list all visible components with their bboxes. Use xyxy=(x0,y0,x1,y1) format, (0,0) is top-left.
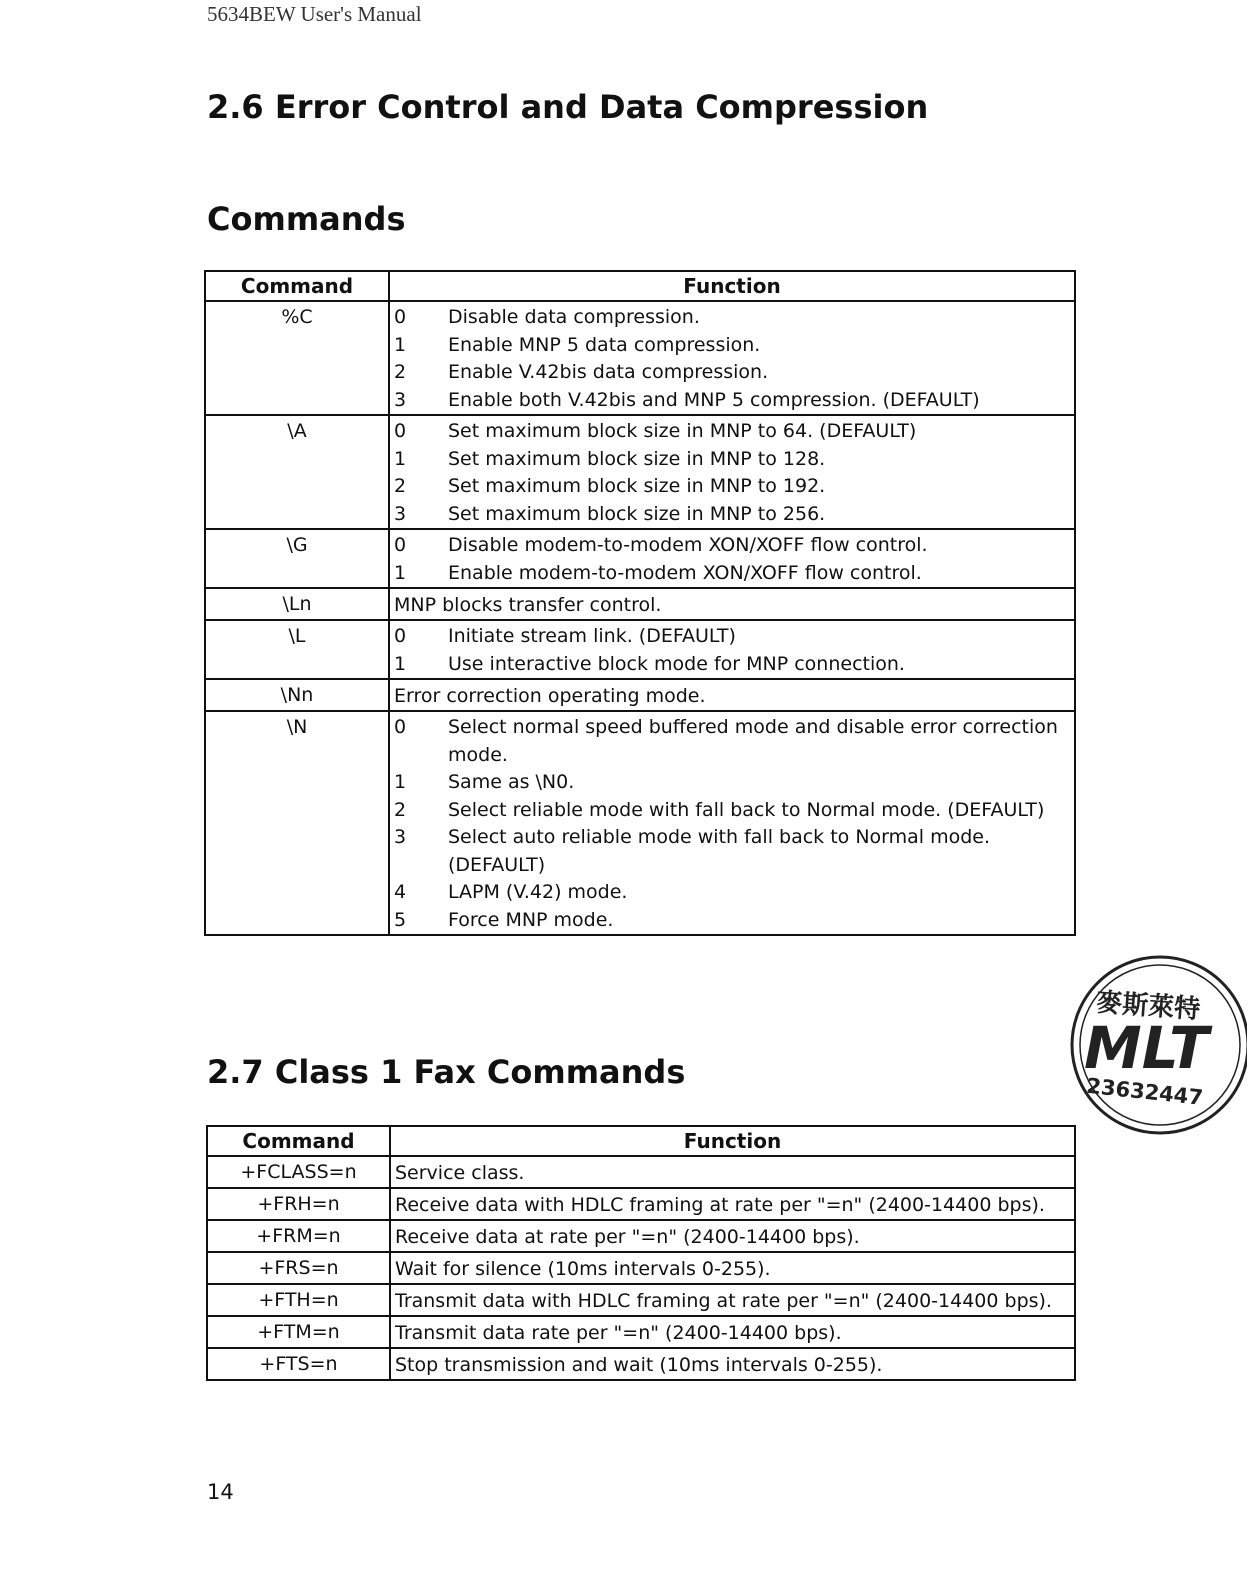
option-number: 5 xyxy=(394,908,407,931)
option-text: Disable data compression. xyxy=(448,306,700,328)
option-number: 0 xyxy=(394,716,407,738)
option-text: Set maximum block size in MNP to 128. xyxy=(448,447,826,470)
function-text: Error correction operating mode. xyxy=(394,685,706,707)
option-text: Select normal speed buffered mode and disable error correction mode. xyxy=(448,716,1058,766)
function-text: MNP blocks transfer control. xyxy=(394,594,662,616)
table-row xyxy=(205,711,1075,935)
table-header-row xyxy=(207,1126,1075,1156)
option-number: 0 xyxy=(394,306,407,328)
function-cell xyxy=(389,679,1075,711)
option-text: Set maximum block size in MNP to 64. (DEFAULT) xyxy=(448,420,917,442)
option-item xyxy=(394,769,1068,797)
function-cell xyxy=(389,711,1075,935)
table-row xyxy=(207,1188,1075,1220)
stamp-chinese-text: 麥斯萊特 xyxy=(1095,987,1202,1026)
function-text: Stop transmission and wait (10ms intervals 0-255). xyxy=(395,1354,883,1376)
stamp-brand-text: MLT xyxy=(1084,1014,1209,1082)
command-cell: \N xyxy=(205,711,389,935)
command-cell: +FTS=n xyxy=(207,1348,390,1380)
function-cell xyxy=(390,1220,1075,1252)
table-row xyxy=(205,301,1075,415)
option-item xyxy=(394,473,1068,501)
command-cell: %C xyxy=(205,301,389,415)
option-item xyxy=(394,560,1068,588)
option-number: 1 xyxy=(394,333,407,356)
error-control-commands-table xyxy=(204,270,1076,936)
section-title-fax-commands: 2.7 Class 1 Fax Commands xyxy=(207,1053,686,1091)
table-row xyxy=(207,1284,1075,1316)
function-cell xyxy=(390,1156,1075,1188)
command-cell: +FTH=n xyxy=(207,1284,390,1316)
option-text: Enable both V.42bis and MNP 5 compression. (DEFAULT) xyxy=(448,388,980,411)
option-item xyxy=(394,387,1068,415)
table-row xyxy=(207,1220,1075,1252)
function-text: Service class. xyxy=(395,1162,525,1184)
option-item xyxy=(394,623,1068,651)
function-text: Receive data with HDLC framing at rate per "=n" (2400-14400 bps). xyxy=(395,1194,1045,1216)
column-header-function: Function xyxy=(390,1126,1075,1156)
option-text: Enable MNP 5 data compression. xyxy=(448,333,761,356)
company-stamp xyxy=(1056,950,1247,1140)
section-title-error-control: 2.6 Error Control and Data Compression xyxy=(207,88,929,126)
option-text: Disable modem-to-modem XON/XOFF flow control. xyxy=(448,534,928,556)
running-header: 5634BEW User's Manual xyxy=(207,2,422,26)
option-item xyxy=(394,651,1068,679)
table-row xyxy=(205,588,1075,620)
option-number: 3 xyxy=(394,826,407,848)
table-row xyxy=(205,529,1075,588)
function-text: Receive data at rate per "=n" (2400-14400 bps). xyxy=(395,1226,860,1248)
function-cell xyxy=(390,1316,1075,1348)
function-cell xyxy=(389,529,1075,588)
column-header-function: Function xyxy=(389,271,1075,301)
option-number: 1 xyxy=(394,771,407,793)
table-row xyxy=(205,620,1075,679)
option-item xyxy=(394,714,1068,769)
fax-commands-table xyxy=(206,1125,1076,1381)
option-item xyxy=(394,879,1068,907)
option-text: Select reliable mode with fall back to Normal mode. (DEFAULT) xyxy=(448,798,1045,821)
option-text: Initiate stream link. (DEFAULT) xyxy=(448,625,736,647)
option-number: 0 xyxy=(394,420,407,442)
option-number: 2 xyxy=(394,475,407,497)
option-item xyxy=(394,418,1068,446)
column-header-command: Command xyxy=(205,271,389,301)
command-cell: +FRM=n xyxy=(207,1220,390,1252)
column-header-command: Command xyxy=(207,1126,390,1156)
function-text: Transmit data with HDLC framing at rate per "=n" (2400-14400 bps). xyxy=(395,1290,1052,1312)
option-item xyxy=(394,446,1068,474)
option-item xyxy=(394,359,1068,387)
option-text: LAPM (V.42) mode. xyxy=(448,881,628,903)
option-text: Set maximum block size in MNP to 192. xyxy=(448,475,826,497)
option-number: 2 xyxy=(394,798,407,821)
command-cell: +FRH=n xyxy=(207,1188,390,1220)
function-cell xyxy=(389,301,1075,415)
option-number: 2 xyxy=(394,361,407,383)
page-number: 14 xyxy=(207,1480,234,1504)
option-number: 1 xyxy=(394,652,407,675)
command-cell: +FRS=n xyxy=(207,1252,390,1284)
option-text: Use interactive block mode for MNP connection. xyxy=(448,652,905,675)
option-number: 0 xyxy=(394,534,407,556)
command-cell: +FTM=n xyxy=(207,1316,390,1348)
command-cell: \G xyxy=(205,529,389,588)
option-text: Select auto reliable mode with fall back to Normal mode. (DEFAULT) xyxy=(448,826,991,876)
option-number: 3 xyxy=(394,388,407,411)
function-cell xyxy=(389,415,1075,529)
option-item xyxy=(394,304,1068,332)
table-row xyxy=(207,1348,1075,1380)
command-cell: \Nn xyxy=(205,679,389,711)
function-cell xyxy=(390,1188,1075,1220)
function-text: Transmit data rate per "=n" (2400-14400 bps). xyxy=(395,1322,842,1344)
table-header-row xyxy=(205,271,1075,301)
option-text: Force MNP mode. xyxy=(448,908,614,931)
command-cell: \L xyxy=(205,620,389,679)
option-item xyxy=(394,907,1068,935)
function-cell xyxy=(390,1348,1075,1380)
option-number: 3 xyxy=(394,502,407,525)
table-row xyxy=(207,1252,1075,1284)
table-row xyxy=(205,679,1075,711)
option-number: 0 xyxy=(394,625,407,647)
option-text: Enable modem-to-modem XON/XOFF flow control. xyxy=(448,561,922,584)
option-item xyxy=(394,332,1068,360)
command-cell: \A xyxy=(205,415,389,529)
function-text: Wait for silence (10ms intervals 0-255). xyxy=(395,1258,771,1280)
option-number: 1 xyxy=(394,447,407,470)
option-number: 4 xyxy=(394,881,407,903)
option-item xyxy=(394,532,1068,560)
option-text: Enable V.42bis data compression. xyxy=(448,361,769,383)
command-cell: +FCLASS=n xyxy=(207,1156,390,1188)
function-cell xyxy=(389,588,1075,620)
table-row xyxy=(205,415,1075,529)
option-text: Set maximum block size in MNP to 256. xyxy=(448,502,826,525)
stamp-number-text: 23632447 xyxy=(1085,1073,1205,1110)
table-row xyxy=(207,1156,1075,1188)
function-cell xyxy=(389,620,1075,679)
command-cell: \Ln xyxy=(205,588,389,620)
option-item xyxy=(394,824,1068,879)
option-text: Same as \N0. xyxy=(448,771,575,793)
table-row xyxy=(207,1316,1075,1348)
function-cell xyxy=(390,1284,1075,1316)
option-item xyxy=(394,501,1068,529)
option-number: 1 xyxy=(394,561,407,584)
section-subtitle-commands: Commands xyxy=(207,200,406,238)
option-item xyxy=(394,797,1068,825)
function-cell xyxy=(390,1252,1075,1284)
